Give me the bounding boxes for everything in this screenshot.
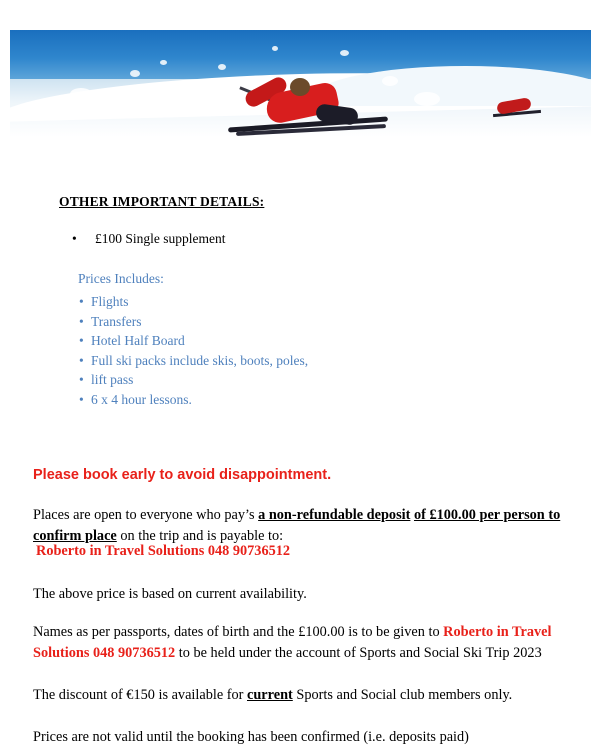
discount-paragraph xyxy=(33,685,589,706)
bullet-icon: • xyxy=(79,333,84,349)
bullet-icon: • xyxy=(79,391,84,407)
section-heading: OTHER IMPORTANT DETAILS: xyxy=(59,194,265,209)
snow-spray-particle xyxy=(130,70,140,77)
deposit-paragraph-underline2: of £100.00 per person to confirm place xyxy=(33,507,561,544)
list-item-label: Transfers xyxy=(91,313,142,329)
list-item-label: Hotel Half Board xyxy=(91,333,185,349)
deposit-paragraph-underline1: a non-refundable deposit xyxy=(258,507,411,523)
bullet-icon: • xyxy=(79,352,84,368)
availability-paragraph: The above price is based on current availability. xyxy=(33,586,307,602)
list-item-label: 6 x 4 hour lessons. xyxy=(91,391,192,407)
discount-paragraph-part1: The discount of €150 is available for xyxy=(33,687,247,703)
bullet-icon: • xyxy=(72,231,77,246)
skier-head xyxy=(290,78,310,96)
discount-paragraph-underline: current xyxy=(247,687,293,703)
list-item-label: £100 Single supplement xyxy=(95,231,226,246)
list-item xyxy=(60,312,560,332)
passport-details-paragraph xyxy=(33,622,589,663)
snow-spray-particle xyxy=(340,50,349,56)
snow-spray-particle xyxy=(272,46,278,51)
passport-paragraph-part2: to be held under the account of Sports and Social Ski Trip 2023 xyxy=(175,644,542,661)
list-item xyxy=(60,390,560,410)
bullet-icon: • xyxy=(79,294,84,309)
list-item-label: lift pass xyxy=(91,372,134,388)
discount-paragraph-part2: Sports and Social club members only. xyxy=(292,687,513,703)
deposit-paragraph-part1: Places are open to everyone who pay’s xyxy=(33,507,259,523)
snow-spray-particle xyxy=(218,64,226,70)
list-item xyxy=(60,292,560,312)
book-early-notice: Please book early to avoid disappointment. xyxy=(33,467,332,483)
snow-spray-particle xyxy=(196,82,210,91)
prices-includes-list xyxy=(60,292,560,410)
single-supplement-list xyxy=(60,229,560,268)
snow-spray-particle xyxy=(70,88,92,100)
list-item xyxy=(60,229,560,249)
passport-paragraph-part1: Names as per passports, dates of birth and the £100.00 is to be given to xyxy=(33,624,444,640)
skier-figure xyxy=(238,82,388,137)
deposit-paragraph xyxy=(33,505,589,546)
payment-contact-line: Roberto in Travel Solutions 048 90736512 xyxy=(36,543,291,559)
ski-banner-image xyxy=(10,30,591,137)
deposit-paragraph-part3: on the trip and is payable to: xyxy=(116,527,284,544)
snow-spray-particle xyxy=(160,60,167,65)
snow-spray-particle xyxy=(414,92,440,106)
list-item-label: Flights xyxy=(91,294,129,309)
price-validity-paragraph: Prices are not valid until the booking has been confirmed (i.e. deposits paid) xyxy=(33,729,469,745)
passport-paragraph-contact: Roberto in Travel Solutions 048 90736512 xyxy=(33,624,552,661)
list-item xyxy=(60,331,560,351)
bullet-icon: • xyxy=(79,372,84,388)
prices-includes-label: Prices Includes: xyxy=(78,271,164,286)
list-item xyxy=(60,351,560,371)
bullet-icon: • xyxy=(79,313,84,329)
list-item xyxy=(60,370,560,390)
list-item-label: Full ski packs include skis, boots, poles, xyxy=(91,352,309,368)
distant-skier-figure xyxy=(497,100,541,116)
